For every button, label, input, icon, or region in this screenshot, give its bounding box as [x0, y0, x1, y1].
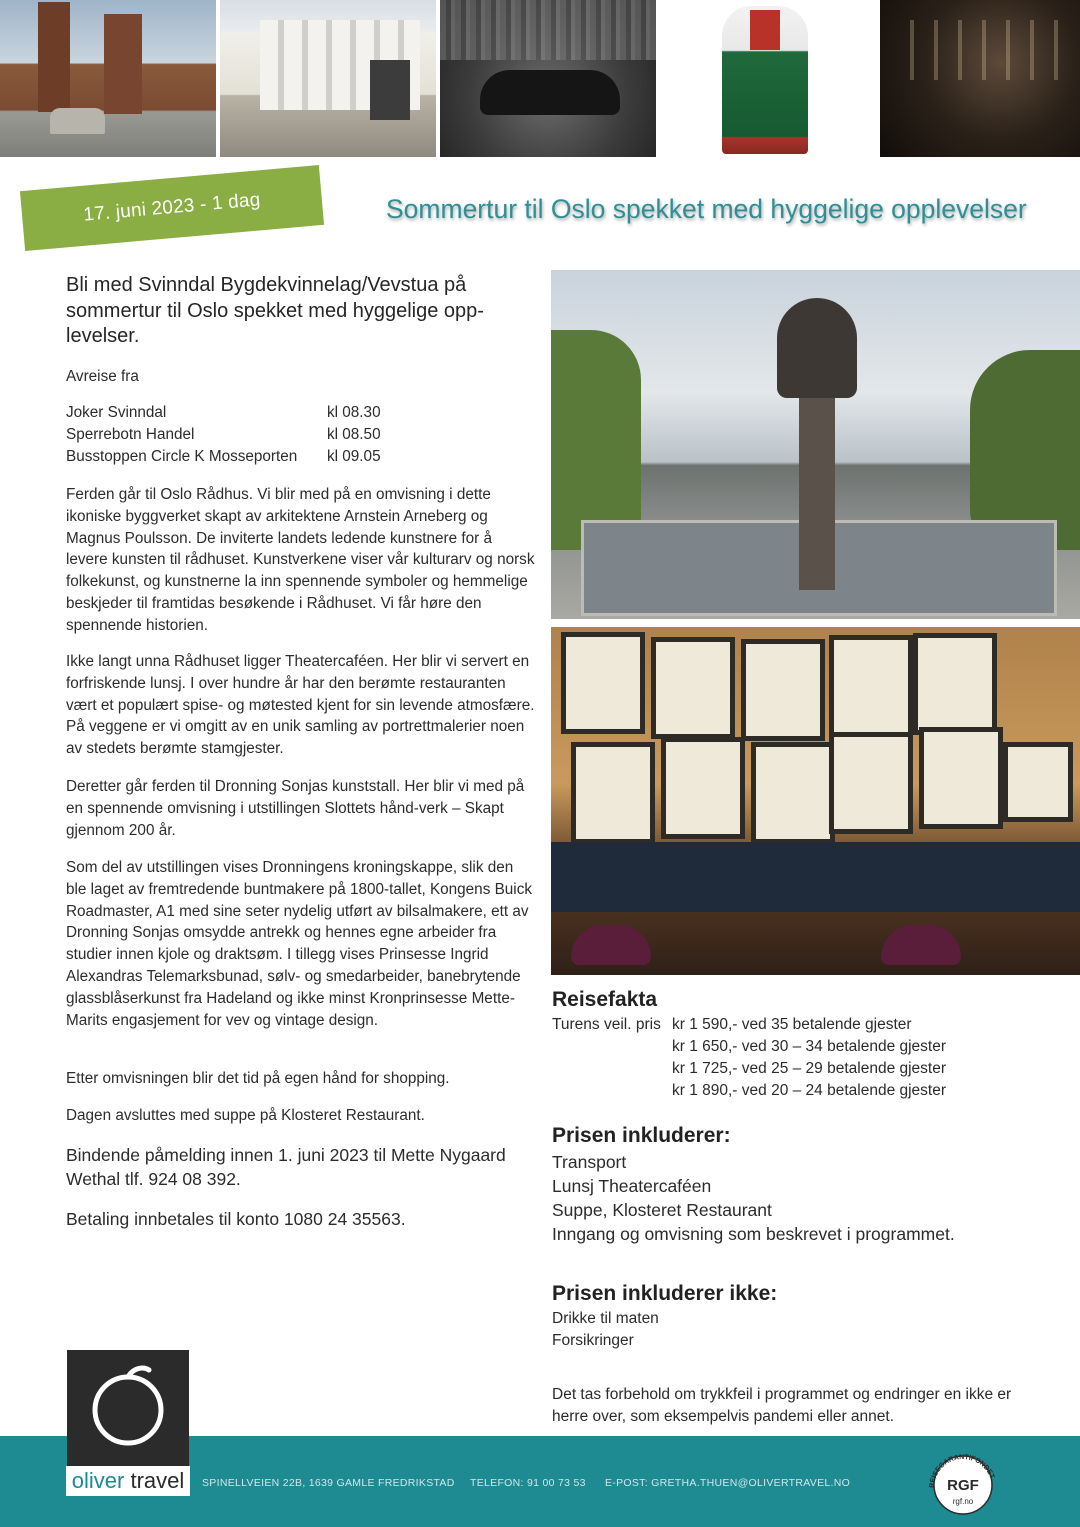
departure-row: [66, 424, 446, 446]
paragraph-shopping: Etter omvisningen blir det tid på egen hånd for shopping.: [66, 1070, 450, 1087]
departure-place: Busstoppen Circle K Mosseporten: [66, 448, 298, 465]
list-item: Drikke til maten: [552, 1310, 659, 1327]
price-row: [552, 1014, 1052, 1036]
departure-place: Sperrebotn Handel: [66, 426, 195, 443]
departure-row: [66, 446, 446, 468]
logo-wordmark: [66, 1466, 190, 1496]
paragraph-klosteret: Dagen avsluttes med suppe på Klosteret Restaurant.: [66, 1107, 425, 1124]
rgf-mark: RGF: [947, 1477, 979, 1494]
photo-restaurant-interior: [880, 0, 1080, 157]
photo-historic-car-parade: [440, 0, 656, 157]
excluded-title: Prisen inkluderer ikke:: [552, 1282, 778, 1305]
logo-word-oliver: oliver: [71, 1468, 125, 1493]
price-lead: Turens veil. pris: [552, 1016, 661, 1033]
departure-time: kl 08.50: [327, 426, 381, 443]
photo-oslo-city-hall: [0, 0, 216, 157]
photo-theatercafe-portraits: [551, 627, 1080, 975]
list-item: Suppe, Klosteret Restaurant: [552, 1200, 772, 1220]
departure-time: kl 09.05: [327, 448, 381, 465]
paragraph-kunststall: Deretter går ferden til Dronning Sonjas kunststall. Her blir vi med på en spennende omvisning i utstillingen Slottets hånd-verk – Skapt gjennom 200 år.: [66, 778, 525, 839]
rgf-url: rgf.no: [952, 1497, 974, 1506]
date-label: 17. juni 2023 - 1 dag: [82, 189, 262, 226]
departure-time: kl 08.30: [327, 404, 381, 421]
paragraph-theatercafeen: Ikke langt unna Rådhuset ligger Theatercaféen. Her blir vi servert en forfriskende lunsj. I over hundre år har den berømte restauranten vært et populært spise- og møtested kjent for sin levende atmosfære. På veggene er vi omgitt av en unik samling av portrettmalerier noen av stedets berømte stamgjester.: [66, 653, 535, 758]
departure-label: Avreise fra: [66, 368, 139, 385]
footer-phone: TELEFON: 91 00 73 53: [470, 1477, 586, 1489]
footer-address: SPINELLVEIEN 22B, 1639 GAMLE FREDRIKSTAD: [202, 1477, 455, 1489]
date-banner: [20, 165, 324, 251]
price-row: [552, 1058, 1052, 1080]
reisefakta-title: Reisefakta: [552, 988, 658, 1011]
paragraph-city-hall: Ferden går til Oslo Rådhus. Vi blir med på en omvisning i dette ikoniske byggverket skapt av arkitektene Arnstein Arneberg og Magnus Poulsson. De inviterte landets ledende kunstnere for å levere kunsten til rådhuset. Kunstverkene viser vår kulturarv og norsk folkekunst, og kunstnerne la inn spennende symboler og hemmelige beskjeder til framtidas besøkende i Rådhuset. Vi får høre den spennende historien.: [66, 486, 535, 634]
payment-text: Betaling innbetales til konto 1080 24 35563.: [66, 1209, 406, 1229]
price-value: kr 1 590,- ved 35 betalende gjester: [672, 1016, 912, 1033]
departure-table: [66, 402, 446, 468]
price-row: [552, 1036, 1052, 1058]
rgf-ring-text: REISEGARANTIFONDET: [928, 1454, 996, 1489]
departure-place: Joker Svinndal: [66, 404, 167, 421]
page-headline: Sommertur til Oslo spekket med hyggelige opplevelser: [386, 194, 1027, 224]
price-value: kr 1 890,- ved 20 – 24 betalende gjester: [672, 1082, 947, 1099]
logo-word-travel: travel: [130, 1468, 185, 1493]
intro-text: Bli med Svinndal Bygdekvinnelag/Vevstua på sommertur til Oslo spekket med hyggelige opp-levelser.: [66, 274, 484, 347]
list-item: Lunsj Theatercaféen: [552, 1176, 712, 1196]
list-item: Transport: [552, 1152, 627, 1172]
list-item: Inngang og omvisning som beskrevet i programmet.: [552, 1224, 955, 1244]
photo-bunad-dress: [660, 0, 876, 157]
included-list: [552, 1150, 955, 1246]
paragraph-exhibition: Som del av utstillingen vises Dronningens kroningskappe, slik den ble laget av fremtredende buntmakere på 1800-tallet, Kongens Buick Roadmaster, A1 med sine seter nydelig utført av bilsalmakere, ett av Dronning Sonjas omsydde antrekk og hennes egne arbeider fra studier innen kjole og draktsøm. I tillegg vises Prinsesse Ingrid Alexandras Telemarksbunad, sølv- og smedarbeider, banebrytende glassblåserkunst fra Hadeland og ikke minst Kronprinsesse Mette-Marits engasjement for vev og vintage design.: [66, 859, 532, 1029]
photo-statue-fountain: [551, 270, 1080, 619]
departure-row: [66, 402, 446, 424]
photo-kunststall-building: [220, 0, 436, 157]
signup-text: Bindende påmelding innen 1. juni 2023 til Mette Nygaard Wethal tlf. 924 08 392.: [66, 1145, 506, 1189]
included-title: Prisen inkluderer:: [552, 1124, 731, 1147]
rgf-seal-icon: [922, 1454, 1004, 1516]
excluded-list: [552, 1308, 659, 1352]
price-value: kr 1 725,- ved 25 – 29 betalende gjester: [672, 1060, 947, 1077]
oliver-travel-logo-icon: [67, 1350, 189, 1466]
list-item: Forsikringer: [552, 1332, 634, 1349]
price-row: [552, 1080, 1052, 1102]
price-value: kr 1 650,- ved 30 – 34 betalende gjester: [672, 1038, 947, 1055]
disclaimer-text: Det tas forbehold om trykkfeil i programmet og endringer en ikke er herre over, som eksempelvis pandemi eller annet.: [552, 1386, 1012, 1425]
price-list: [552, 1014, 1052, 1102]
footer-email: E-POST: GRETHA.THUEN@OLIVERTRAVEL.NO: [605, 1477, 851, 1489]
